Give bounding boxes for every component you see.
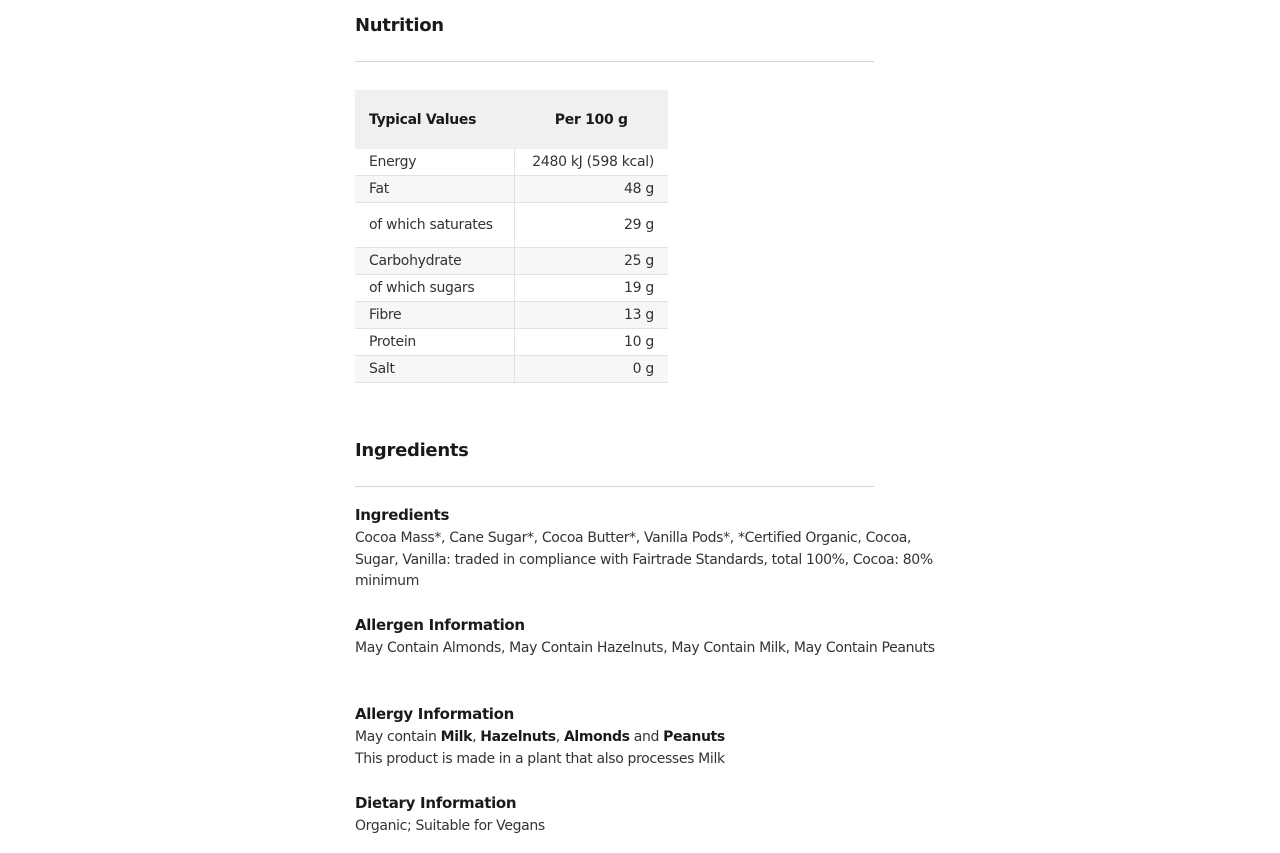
ingredients-title: Ingredients [355,440,469,461]
row-label: of which saturates [355,203,515,248]
row-label: of which sugars [355,275,515,302]
header-typical-values: Typical Values [355,90,515,149]
row-label: Energy [355,149,515,176]
header-per-100g: Per 100 g [515,90,669,149]
allergy-text [355,727,935,770]
allergen-milk: Milk [440,729,473,745]
nutrition-table [355,90,668,383]
table-row [355,302,668,329]
allergen-heading: Allergen Information [355,616,525,634]
ingredients-heading: Ingredients [355,506,450,524]
ingredients-divider [355,486,874,487]
table-row [355,176,668,203]
table-row [355,275,668,302]
allergy-block [355,705,935,770]
row-value: 10 g [515,329,669,356]
allergy-conjunction: and [633,729,660,745]
table-row [355,203,668,248]
allergen-almonds: Almonds [563,729,630,745]
allergen-text: May Contain Almonds, May Contain Hazelnuts, May Contain Milk, May Contain Peanuts [355,640,935,656]
nutrition-header-row [355,90,668,149]
row-value: 13 g [515,302,669,329]
row-label: Fibre [355,302,515,329]
row-label: Fat [355,176,515,203]
row-value: 29 g [515,203,669,248]
table-row [355,329,668,356]
row-value: 0 g [515,356,669,383]
table-row [355,248,668,275]
row-label: Protein [355,329,515,356]
nutrition-divider [355,61,874,62]
row-value: 25 g [515,248,669,275]
allergy-separator: , [472,729,477,745]
row-label: Salt [355,356,515,383]
row-value: 48 g [515,176,669,203]
allergy-prefix: May contain [355,729,437,745]
dietary-heading: Dietary Information [355,794,517,812]
dietary-block [355,794,935,838]
allergy-heading: Allergy Information [355,705,515,723]
allergen-block [355,616,935,660]
table-row [355,149,668,176]
allergen-peanuts: Peanuts [663,729,725,745]
allergy-separator: , [555,729,560,745]
row-label: Carbohydrate [355,248,515,275]
allergen-hazelnuts: Hazelnuts [480,729,556,745]
ingredients-text: Cocoa Mass*, Cane Sugar*, Cocoa Butter*, Vanilla Pods*, *Certified Organic, Cocoa, Sugar, Vanilla: traded in compliance with Fairtrade Standards, total 100%, Cocoa: 80% minimum [355,530,933,589]
table-row [355,356,668,383]
allergy-plant-note: This product is made in a plant that also processes Milk [355,750,725,767]
row-value: 2480 kJ (598 kcal) [515,149,669,176]
ingredients-block [355,506,935,593]
nutrition-title: Nutrition [355,15,444,36]
row-value: 19 g [515,275,669,302]
dietary-text: Organic; Suitable for Vegans [355,818,545,834]
